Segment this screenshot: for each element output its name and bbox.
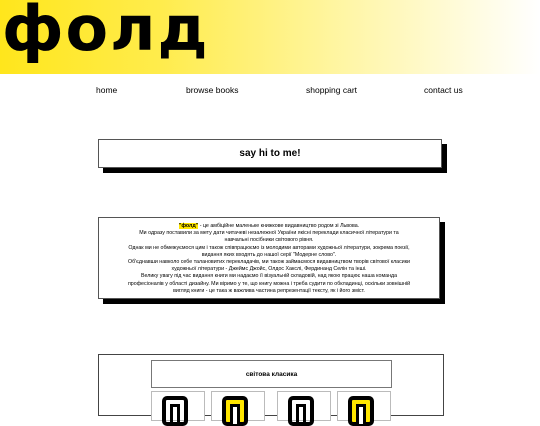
say-hi-label: say hi to me!	[239, 148, 301, 159]
book-card[interactable]	[337, 391, 391, 421]
about-line: професіоналів у області дизайну. Ми віримо у те, що книгу можна і треба судити по обкладинці, оскільки зовнішній	[127, 280, 411, 287]
about-line: Велику увагу під час видання книги ми надаємо її візуальній складовій, над якою працює наша команда	[140, 273, 398, 280]
header-banner	[0, 0, 540, 74]
about-line: навчальні посібники світового рівня.	[224, 237, 314, 244]
nav-contact-us-link[interactable]: contact us	[424, 85, 463, 95]
about-line: Об'єднавши навколо себе талановитих перекладачів, ми також займаємося видавництвом творів світової класики	[127, 259, 410, 266]
about-section	[98, 217, 440, 299]
site-logo[interactable]: фолд	[2, 0, 210, 65]
nav-home-link[interactable]: home	[96, 85, 118, 95]
about-line: Ми одразу поставили за мету дати читачеві незалежної України якісні переклади класичної літератури та	[139, 230, 399, 237]
about-line: вигляд книги - це така ж важлива частина репрезентації тексту, як і його зміст.	[173, 287, 365, 294]
book-cover-icon	[222, 396, 248, 426]
about-line: художньої літератури - Джеймс Джойс, Олдос Хакслі, Фердинанд Селін та інші.	[171, 266, 367, 273]
about-line: Однак ми не обмежуємося цим і також співпрацюємо із молодими авторами художньої літератури, зокрема поезії,	[128, 244, 410, 251]
catalog-section	[98, 354, 444, 416]
catalog-title: світова класика	[151, 360, 392, 388]
book-cover-icon	[348, 396, 374, 426]
brand-highlight: "фолд"	[178, 223, 199, 229]
nav-shopping-cart-link[interactable]: shopping cart	[306, 85, 358, 95]
about-line: видання яких входять до нашої серії "Модерне слово".	[201, 251, 337, 258]
book-cover-icon	[162, 396, 188, 426]
book-card[interactable]	[277, 391, 331, 421]
book-card[interactable]	[151, 391, 205, 421]
say-hi-button[interactable]	[98, 139, 442, 168]
book-cover-icon	[288, 396, 314, 426]
about-intro-text: - це амбіційне маленьке книжкове видавництво родом зі Львова.	[198, 223, 360, 229]
nav-browse-books-link[interactable]: browse books	[186, 85, 239, 95]
about-intro-line	[105, 223, 433, 230]
book-card[interactable]	[211, 391, 265, 421]
